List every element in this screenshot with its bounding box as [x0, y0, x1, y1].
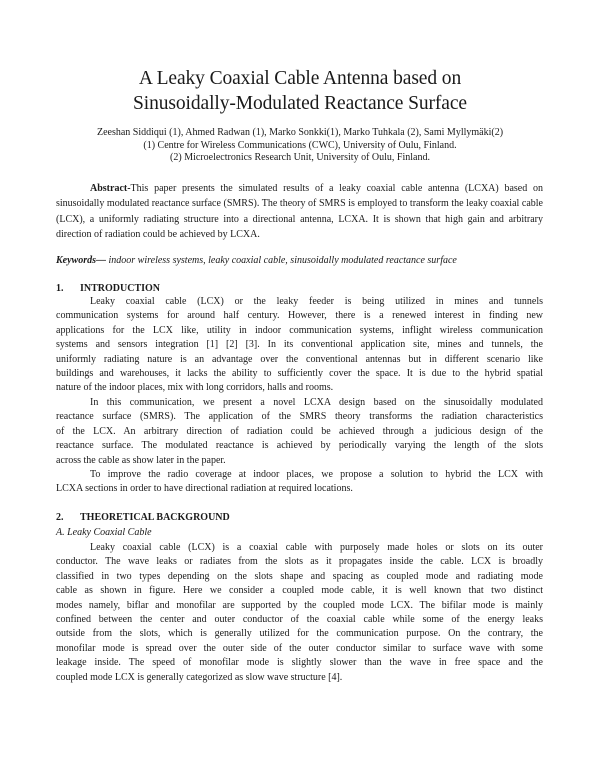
- section-heading-introduction: [56, 282, 160, 295]
- intro-paragraph-1: [56, 295, 543, 396]
- section-number: 2.: [56, 512, 64, 523]
- subsection-heading: A. Leaky Coaxial Cable: [56, 527, 152, 538]
- text-line: LCXA sections in order to have directional radiation at required locations.: [56, 483, 353, 495]
- text-line: confined between the center and outer conductor of the coaxial cable while some of the energy leaks: [56, 614, 543, 626]
- text-line: of the LCX. An arbitrary direction of radiation could be achieved through a judicious design of the: [56, 425, 543, 437]
- section-number: 1.: [56, 283, 64, 294]
- text-line: nature of the indoor places, mix with long corridors, halls and rooms.: [56, 382, 334, 394]
- text-line: classified in two types depending on the slots shape and spacing as coupled mode and radiating mode: [56, 570, 543, 582]
- abstract-text: This paper presents the simulated results of a leaky coaxial cable antenna (LCXA) based on sinusoidally modulated reactance surface (SMRS). The theory of SMRS is employed to transform the leaky coaxial cable (LCX), a uniformly radiating structure into a directional antenna, LCXA. It is shown that high gain and arbitrary direction of radiation could be achieved by LCXA.: [56, 183, 543, 240]
- text-line: reactance surface. The modulated reactance is achieved by periodically varying the length of the slots: [56, 440, 543, 452]
- abstract-label: Abstract-: [90, 183, 131, 194]
- text-line: systems and sensors integration [1] [2] [3]. In its conventional application site, mines and tunnels, the: [56, 339, 543, 351]
- text-line: uniformly radiating nature is an advantage over the conventional antennas but in different scenario like: [56, 353, 543, 365]
- keywords-label: Keywords—: [56, 255, 106, 266]
- text-line: leakage inside. The speed of monofilar mode is slightly slower than the wave in free space and the: [56, 657, 543, 669]
- text-line: across the cable as show later in the paper.: [56, 454, 226, 466]
- text-line: outside from the slots, which is generally utilized for the communication purpose. On the contrary, the: [56, 628, 543, 640]
- text-line: applications for the LCX like, utility in indoor communication systems, inflight wireless communication: [56, 324, 543, 336]
- section-title: INTRODUCTION: [80, 283, 161, 294]
- abstract: [56, 181, 543, 242]
- text-line: communication systems for around half century. However, there is a renewed interest in finding new: [56, 310, 543, 322]
- text-line: Leaky coaxial cable (LCX) is a coaxial cable with purposely made holes or slots on its outer: [90, 542, 543, 553]
- intro-paragraph-3: [56, 468, 543, 497]
- text-line: monofilar mode is spread over the outer side of the outer conductor similar to surface wave with some: [56, 642, 543, 654]
- intro-paragraph-2: [56, 396, 543, 468]
- affiliation-2: (2) Microelectronics Research Unit, University of Oulu, Finland.: [170, 152, 430, 163]
- keywords: [56, 254, 556, 267]
- section-title: THEORETICAL BACKGROUND: [80, 512, 230, 523]
- text-line: reactance surface (SMRS). The application of the SMRS theory transforms the radiation characteristics: [56, 411, 543, 423]
- section-heading-theoretical-background: [56, 511, 230, 524]
- title-line-1: A Leaky Coaxial Cable Antenna based on: [138, 68, 462, 89]
- text-line: In this communication, we present a novel LCXA design based on the sinusoidally modulated: [90, 397, 543, 408]
- text-line: modes namely, biflar and monofilar are supported by the coupled mode LCX. The bifilar mode is mainly: [56, 599, 543, 611]
- title-line-2: Sinusoidally-Modulated Reactance Surface: [133, 93, 467, 114]
- text-line: cable as shown in figure. Here we consider a coupled mode cable, it is well known that two distinct: [56, 585, 543, 597]
- author-names: Zeeshan Siddiqui (1), Ahmed Radwan (1), Marko Sonkki(1), Marko Tuhkala (2), Sami Myllymäki(2): [96, 127, 504, 138]
- text-line: conductor. The wave leaks or radiates from the slots as it propagates inside the cable. LCX is broadly: [56, 556, 543, 568]
- background-paragraph-1: [56, 541, 543, 685]
- text-line: Leaky coaxial cable (LCX) or the leaky feeder is being utilized in mines and tunnels: [90, 296, 543, 307]
- keywords-text: indoor wireless systems, leaky coaxial cable, sinusoidally modulated reactance surface: [106, 255, 457, 266]
- text-line: coupled mode LCX is generally categorized as slow wave structure [4].: [56, 671, 343, 683]
- text-line: buildings and warehouses, it lacks the ability to sufficiently cover the space. It is due to the hybrid spatial: [56, 368, 543, 380]
- text-line: To improve the radio coverage at indoor places, we propose a solution to hybrid the LCX with: [90, 469, 543, 480]
- affiliation-1: (1) Centre for Wireless Communications (CWC), University of Oulu, Finland.: [143, 139, 457, 151]
- paper-title: [40, 66, 560, 116]
- author-block: [40, 127, 560, 165]
